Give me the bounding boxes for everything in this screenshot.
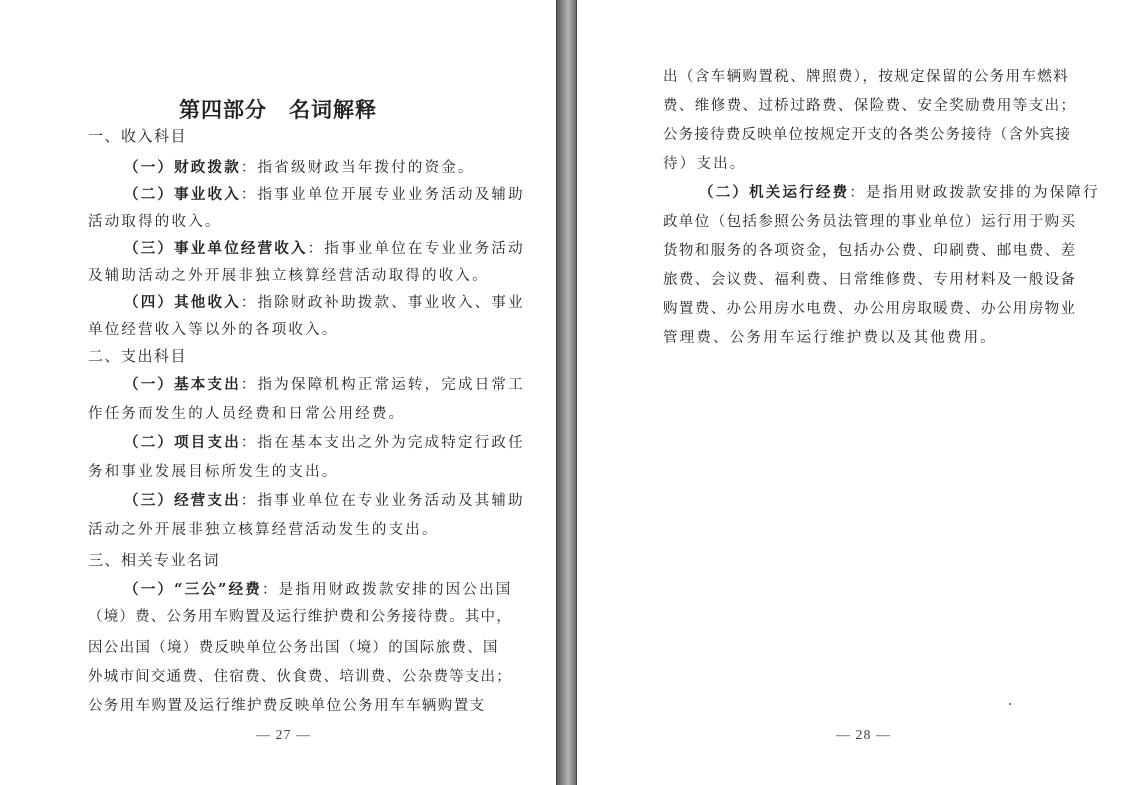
text-line: 管理费、公务用车运行维护费以及其他费用。 (663, 330, 997, 346)
left-page (0, 0, 557, 785)
text-line: 待）支出。 (663, 156, 747, 172)
text-line: 因公出国（境）费反映单位公务出国（境）的国际旅费、国 (88, 640, 499, 656)
text-line: （境）费、公务用车购置及运行维护费和公务接待费。其中， (88, 609, 512, 625)
text-line: （四）其他收入：指除财政补助拨款、事业收入、事业 (124, 294, 525, 311)
page-gutter (557, 0, 576, 785)
text-line: 货物和服务的各项资金，包括办公费、印刷费、邮电费、差 (663, 243, 1077, 259)
text-line: （二）事业收入：指事业单位开展专业业务活动及辅助 (124, 186, 525, 203)
section-heading-terms: 三、相关专业名词 (88, 551, 221, 569)
text-line: 务和事业发展目标所发生的支出。 (88, 464, 339, 480)
text-line: 费、维修费、过桥过路费、保险费、安全奖励费用等支出； (663, 98, 1077, 114)
text-line: （三）经营支出：指事业单位在专业业务活动及其辅助 (124, 492, 525, 509)
text-line: 政单位（包括参照公务员法管理的事业单位）运行用于购买 (663, 214, 1077, 230)
text-line: 公务用车购置及运行维护费反映单位公务用车车辆购置支 (88, 698, 486, 714)
section-heading-income: 一、收入科目 (88, 127, 188, 145)
text-line: 活动之外开展非独立核算经营活动发生的支出。 (88, 522, 439, 538)
text-line: （二）机关运行经费：是指用财政拨款安排的为保障行 (699, 184, 1100, 201)
scan-speck (1009, 703, 1011, 705)
text-line: 单位经营收入等以外的各项收入。 (88, 322, 339, 338)
text-line: （一）财政拨款：指省级财政当年拨付的资金。 (124, 159, 475, 176)
text-line: （一）“三公”经费：是指用财政拨款安排的因公出国 (124, 581, 513, 598)
text-line: 外城市间交通费、住宿费、伙食费、培训费、公杂费等支出； (88, 669, 512, 685)
text-line: 及辅助活动之外开展非独立核算经营活动取得的收入。 (88, 268, 489, 284)
text-line: 旅费、会议费、福利费、日常维修费、专用材料及一般设备 (663, 272, 1077, 288)
right-page (576, 0, 1131, 785)
text-line: （三）事业单位经营收入：指事业单位在专业业务活动 (124, 240, 525, 257)
text-line: 作任务而发生的人员经费和日常公用经费。 (88, 406, 406, 422)
page-number: — 27 — (256, 728, 311, 743)
text-line: 出（含车辆购置税、牌照费），按规定保留的公务用车燃料 (663, 69, 1070, 85)
text-line: 公务接待费反映单位按规定开支的各类公务接待（含外宾接 (663, 127, 1072, 143)
page-title: 第四部分 名词解释 (179, 97, 377, 122)
text-line: （二）项目支出：指在基本支出之外为完成特定行政任 (124, 434, 525, 451)
page-number: — 28 — (836, 728, 891, 743)
text-line: （一）基本支出：指为保障机构正常运转，完成日常工 (124, 376, 525, 393)
section-heading-expenditure: 二、支出科目 (88, 347, 188, 365)
text-line: 购置费、办公用房水电费、办公用房取暖费、办公用房物业 (663, 301, 1077, 317)
text-line: 活动取得的收入。 (88, 214, 222, 230)
